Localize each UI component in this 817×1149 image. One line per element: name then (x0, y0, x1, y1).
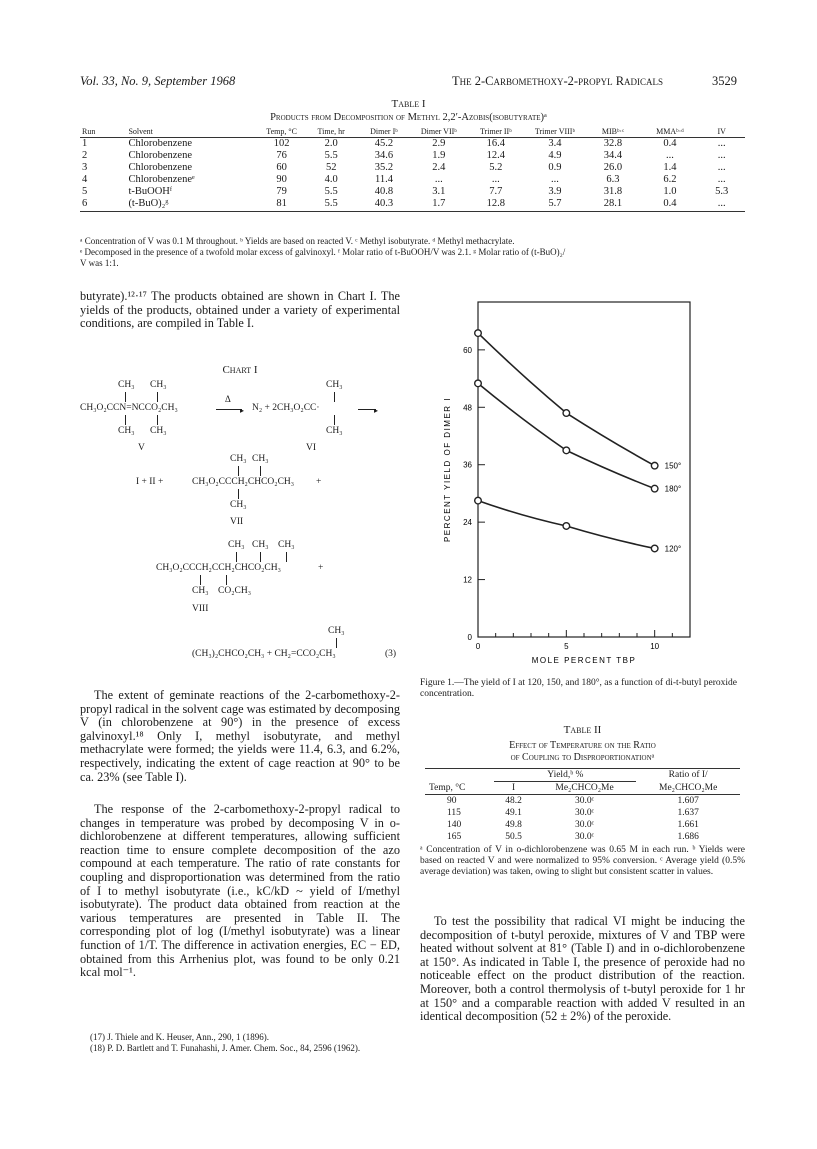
figure1-caption: Figure 1.—The yield of I at 120, 150, and 180°, as a function of di-t-butyl peroxide concentration. (420, 678, 737, 699)
table-cell: Chlorobenzeneᵉ (128, 174, 195, 185)
y-tick-label: 24 (463, 518, 472, 528)
data-point (475, 330, 482, 337)
table-cell: 1.4 (663, 162, 677, 173)
table-cell: 3.9 (548, 186, 562, 197)
table-cell: t-BuOOHᶠ (128, 186, 173, 197)
arrow-icon (216, 409, 242, 410)
table-cell: 16.4 (486, 138, 505, 149)
table-row (80, 162, 745, 174)
table-cell: 165 (447, 832, 462, 842)
table-cell: Chlorobenzene (128, 162, 192, 173)
table1-footnote: ᵉ Decomposed in the presence of a twofold molar excess of galvinoxyl. ᶠ Molar ratio of t-BuOOH/V was 2.1. ᵍ Molar ratio of (t-BuO)₂/ (80, 247, 566, 257)
methyl-label: CH₃ (326, 380, 343, 390)
table-cell: 28.1 (603, 198, 623, 209)
table-cell: 4.0 (324, 174, 338, 185)
table-cell: 90 (447, 796, 457, 806)
table-row (425, 831, 740, 843)
table1-header-row (80, 127, 745, 136)
table-cell: ... (717, 150, 726, 161)
compound-label-VIII: VIII (192, 604, 209, 614)
table-cell: 0.4 (663, 138, 677, 149)
paragraph-products: butyrate).¹²·¹⁷ The products obtained are shown in Chart I. The yields of the products, obtained under a variety of experimental conditions, are compiled in Table I. (80, 289, 400, 331)
table-cell: 26.0 (603, 162, 623, 173)
table-cell: 81 (276, 198, 287, 209)
table-cell: 34.4 (603, 150, 623, 161)
table-cell: 11.4 (374, 174, 393, 185)
methyl-label: CH₃ (230, 500, 247, 510)
table-cell: 60 (276, 162, 287, 173)
reference-17: (17) J. Thiele and K. Heuser, Ann., 290, 1 (1896). (90, 1032, 269, 1042)
table-cell: 2 (82, 150, 88, 161)
table-cell: (t-BuO)₂ᵍ (128, 198, 169, 209)
series-line (478, 333, 655, 466)
methyl-label: CH₃ (230, 454, 247, 464)
table1-col-header: MIBᵇ·ᶜ (601, 127, 625, 136)
table-cell: 3.1 (432, 186, 446, 197)
table-row (80, 174, 745, 186)
table-cell: 40.8 (374, 186, 394, 197)
table2 (425, 768, 740, 843)
table2-label: Table II (563, 724, 602, 736)
compound-label-VII: VII (230, 517, 244, 527)
delta-label: Δ (225, 394, 231, 404)
table-cell: 5.5 (324, 150, 338, 161)
compound-label-VI: VI (306, 443, 317, 453)
table-cell: 115 (447, 808, 461, 818)
equation-3: (CH₃)₂CHCO₂CH₃ + CH₂=CCO₂CH₃ (192, 649, 336, 659)
methyl-label: CH₃ (118, 380, 135, 390)
table-cell: ... (717, 174, 726, 185)
table1-col-header: Time, hr (317, 127, 345, 136)
y-tick-label: 12 (463, 575, 472, 585)
table-cell: 12.4 (486, 150, 505, 161)
data-point (651, 545, 658, 552)
table-cell: 1.607 (677, 796, 699, 806)
y-tick-label: 36 (463, 460, 472, 470)
table-cell: 1.9 (432, 150, 446, 161)
table-cell: 1 (82, 138, 88, 149)
table-cell: 6.3 (606, 174, 620, 185)
references (80, 1032, 400, 1054)
table2-title-line1: Effect of Temperature on the Ratio (509, 740, 656, 751)
x-tick-label: 5 (564, 642, 569, 651)
y-tick-label: 48 (463, 403, 472, 413)
table-cell: 5.7 (548, 198, 562, 209)
y-axis-label: PERCENT YIELD OF DIMER I (443, 396, 452, 543)
table-cell: 45.2 (374, 138, 394, 149)
table1-label: Table I (391, 98, 426, 110)
table-cell: Chlorobenzene (128, 150, 192, 161)
azo-compound-V: CH₃O₂CCN=NCCO₂CH₃ (80, 403, 178, 413)
table2-yield-group-header: Yield,ᵇ % (494, 769, 636, 782)
y-tick-label: 0 (467, 633, 472, 642)
table-cell: 48.2 (505, 796, 522, 806)
table-cell: 30.0ᶜ (575, 808, 595, 818)
table-cell: 49.1 (505, 808, 522, 818)
table-cell: 76 (276, 150, 287, 161)
methyl-label: CH₃ (192, 586, 209, 596)
methyl-label: CH₃ (150, 380, 167, 390)
data-point (563, 523, 570, 530)
table-cell: 90 (276, 174, 287, 185)
table-cell: 34.6 (374, 150, 394, 161)
methyl-label: CH₃ (252, 540, 269, 550)
equation-number: (3) (385, 649, 397, 659)
table-cell: 1.637 (677, 808, 699, 818)
table-cell: ... (717, 198, 726, 209)
table-row (425, 819, 740, 831)
table-cell: 2.0 (324, 138, 338, 149)
ester-label: CO₂CH₃ (218, 586, 252, 596)
table2-I-header: I (511, 783, 516, 793)
plus-sign: + (316, 477, 322, 487)
table-cell: 140 (447, 820, 462, 830)
chart1-label: Chart I (222, 364, 258, 376)
paragraph-geminate: The extent of geminate reactions of the 2-carbomethoxy-2-propyl radical in the solvent cage was estimated by decomposing V (in chlorobenzene at 90°) in the presence of excess galvinoxyl.¹⁸ Only I, methyl isobutyrate, and methyl methacrylate were formed; the yields were 11.4, 6.3, and 6.2%, respectively, indicating the extent of cage reaction at 90° to be ca. 23% (see Table I). (80, 688, 400, 784)
table2-mib-header: Me₂CHCO₂Me (555, 783, 614, 793)
table2-footnote: ᵃ Concentration of V in o-dichlorobenzene was 0.65 M in each run. ᵇ Yields were based on reacted V and were normalized to 95% conversion. ᶜ Average yield (0.5% average deviation) was taken, owing to slight but consistent scatter in values. (420, 845, 745, 877)
products-N2-VI: N₂ + 2CH₃O₂CC· (252, 403, 320, 413)
table-cell: 32.8 (603, 138, 623, 149)
table-cell: 1.7 (432, 198, 446, 209)
table-cell: ... (666, 150, 674, 161)
table-cell: 6 (82, 198, 88, 209)
table-cell: 40.3 (374, 198, 394, 209)
series-label: 180° (664, 484, 682, 494)
table1-col-header: MMAᵇ·ᵈ (656, 127, 684, 136)
paragraph-temperature: The response of the 2-carbomethoxy-2-propyl radical to changes in temperature was probed by decomposing V in o-dichlorobenzene at different temperatures, allowing sufficient reaction time to ensure complete decomposition of the azo compound at each temperature. The ratio of rate constants for coupling and disproportionation was determined from the ratio of I to methyl isobutyrate (i.e., kC/kD ~ yield of I/methyl isobutyrate). The product data obtained from reaction at the various temperatures are presented in Table II. The corresponding plot of log (I/methyl isobutyrate) was a linear function of 1/T. The difference in activation energies, EC − ED, obtained from this Arrhenius plot, was found to be only 0.21 kcal mol⁻¹. (80, 802, 400, 980)
table-cell: 30.0ᶜ (575, 796, 595, 806)
table-cell: 3 (82, 162, 88, 173)
table-row (80, 186, 745, 198)
trimer-VIII: CH₃O₂CCCH₂CCH₂CHCO₂CH₃ (156, 563, 281, 573)
table-row (80, 150, 745, 162)
methyl-label: CH₃ (278, 540, 295, 550)
table-cell: Chlorobenzene (128, 138, 192, 149)
methyl-label: CH₃ (328, 626, 345, 636)
table1-col-header: Run (82, 127, 96, 136)
table-cell: 35.2 (374, 162, 394, 173)
table-cell: 30.0ᶜ (575, 832, 595, 842)
running-header-volume: Vol. 33, No. 9, September 1968 (80, 74, 236, 88)
reference-18: (18) P. D. Bartlett and T. Funahashi, J. Amer. Chem. Soc., 84, 2596 (1962). (90, 1043, 361, 1053)
compound-label-V: V (138, 443, 145, 453)
table-cell: 4 (82, 174, 88, 185)
table-cell: ... (491, 174, 500, 185)
series-label: 120° (664, 544, 682, 554)
methyl-label: CH₃ (118, 426, 135, 436)
table1-col-header: Dimer VIIᵇ (420, 127, 457, 136)
page-number: 3529 (712, 74, 737, 88)
methyl-label: CH₃ (150, 426, 167, 436)
table-cell: ... (717, 162, 726, 173)
table-cell: 3.4 (548, 138, 562, 149)
table-cell: 12.8 (486, 198, 505, 209)
methyl-label: CH₃ (228, 540, 245, 550)
table1-footnote: V was 1:1. (80, 258, 119, 268)
chart1-scheme: CH₃ CH₃ CH₃O₂CCN=NCCO₂CH₃ CH₃ CH₃ V Δ ▸ N₂ + 2CH₃O₂CC· CH₃ CH₃ VI ▸ CH₃ CH₃ I + II + CH₃O₂CCCH₂CHCO₂CH₃ + CH₃ VII CH₃ CH₃ CH₃ CH₃O₂CCCH₂CCH₂CHCO₂CH₃ + CH₃ CO₂CH₃ VIII CH₃ (CH₃)₂CHCO₂CH₃ + CH₂=CCO₂CH₃ (3) (80, 380, 397, 659)
table-cell: 2.4 (432, 162, 446, 173)
table-cell: 0.9 (548, 162, 562, 173)
table-cell: 52 (325, 162, 337, 173)
x-tick-label: 0 (475, 642, 481, 651)
table2-ratio-header: Ratio of I/ (668, 770, 708, 781)
running-header-title: The 2-Carbomethoxy-2-propyl Radicals (452, 74, 664, 88)
y-tick-label: 60 (463, 345, 472, 355)
data-point (475, 380, 482, 387)
table-cell: 7.7 (489, 186, 503, 197)
dimer-VII: CH₃O₂CCCH₂CHCO₂CH₃ (192, 477, 295, 487)
table1-footnotes (80, 236, 745, 269)
table-row (80, 198, 745, 210)
table1-col-header: Solvent (128, 127, 153, 136)
table1-col-header: Temp, °C (266, 127, 297, 136)
table-cell: 102 (273, 138, 290, 149)
x-tick-label: 10 (650, 642, 660, 651)
table-cell: 6.2 (663, 174, 677, 185)
figure1-chart (418, 290, 738, 680)
table-cell: 30.0ᶜ (575, 820, 595, 830)
data-point (651, 462, 658, 469)
table-row (80, 138, 745, 151)
data-point (651, 485, 658, 492)
x-axis-label: MOLE PERCENT TBP (531, 656, 637, 665)
table-cell: 5 (82, 186, 88, 197)
table2-ratio-header2: Me₂CHCO₂Me (659, 782, 718, 793)
table-row (425, 795, 740, 808)
table-cell: ... (434, 174, 443, 185)
table-cell: 4.9 (548, 150, 562, 161)
table1-footnote: ᵃ Concentration of V was 0.1 M throughout. ᵇ Yields are based on reacted V. ᶜ Methyl isobutyrate. ᵈ Methyl methacrylate. (80, 236, 515, 246)
table-cell: 79 (276, 186, 287, 197)
table-cell: 1.0 (663, 186, 677, 197)
plus-sign: + (318, 563, 324, 573)
table-cell: 5.5 (324, 198, 338, 209)
table1-col-header: Trimer IIᵇ (479, 127, 512, 136)
plot-frame (478, 302, 690, 637)
table1-col-header: Trimer VIIIᵇ (534, 127, 575, 136)
table2-temp-header: Temp, °C (429, 782, 466, 793)
table-cell: 5.5 (324, 186, 338, 197)
paragraph-tbp: To test the possibility that radical VI might be inducing the decomposition of t-butyl peroxide, mixtures of V and TBP were heated without solvent at 81° (Table I) and in o-dichlorobenzene at 150°. As indicated in Table I, the presence of peroxide had no noticeable effect on the product distribution of the reaction. Moreover, both a control thermolysis of t-butyl peroxide for 1 hr at 150° and a comparable reaction with added V resulted in an identical decomposition (52 ± 2%) of the peroxide. (420, 914, 745, 1024)
table-cell: ... (717, 138, 726, 149)
table-cell: 1.686 (677, 832, 699, 842)
methyl-label: CH₃ (252, 454, 269, 464)
table1-col-header: IV (717, 127, 726, 136)
series-label: 150° (664, 461, 682, 471)
table1 (80, 127, 745, 212)
table-cell: 31.8 (603, 186, 623, 197)
table-cell: 50.5 (505, 832, 522, 842)
table1-title: Products from Decomposition of Methyl 2,2′-Azobis(isobutyrate)ᵃ (270, 112, 547, 123)
series-line (478, 383, 655, 488)
data-point (563, 447, 570, 454)
table-cell: 5.3 (715, 186, 729, 197)
data-point (563, 410, 570, 417)
table-cell: 5.2 (489, 162, 503, 173)
methyl-label: CH₃ (326, 426, 343, 436)
table-cell: 0.4 (663, 198, 677, 209)
table1-col-header: Dimer Iᵇ (370, 127, 398, 136)
table2-title-line2: of Coupling to Disproportionationᵃ (510, 752, 655, 763)
table-cell: 1.661 (677, 820, 699, 830)
table-cell: 2.9 (432, 138, 446, 149)
table-row (425, 807, 740, 819)
table-cell: ... (550, 174, 559, 185)
data-point (475, 497, 482, 504)
table-cell: 49.8 (505, 820, 522, 830)
products-I-II: I + II + (136, 477, 164, 487)
